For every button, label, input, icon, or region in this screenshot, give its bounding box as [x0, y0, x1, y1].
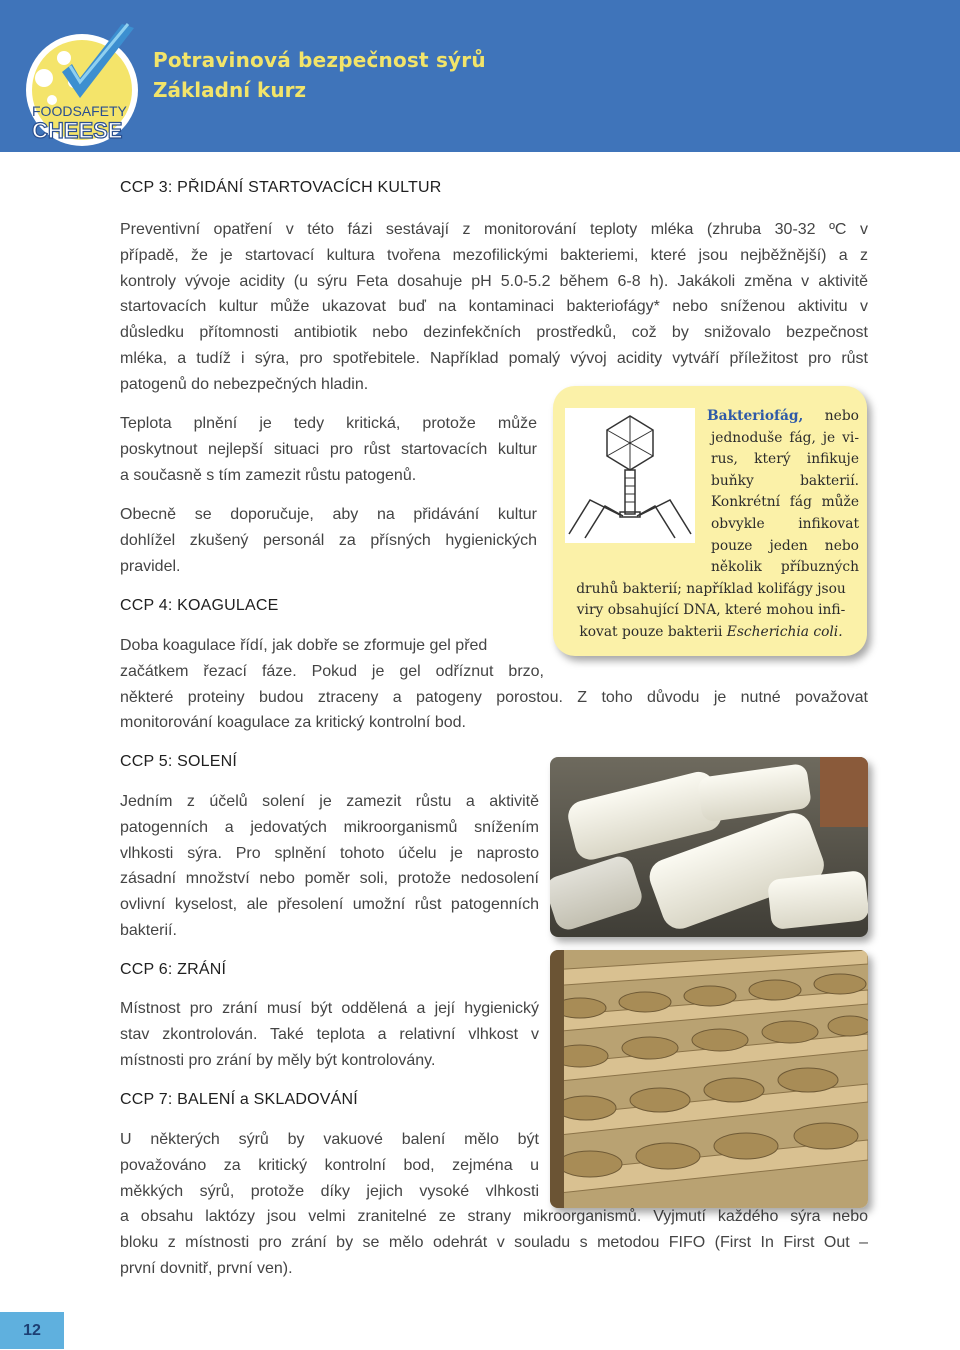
- ccp5-heading: CCP 5: SOLENÍ: [120, 753, 238, 770]
- text-line: monitorování koagulace za kritický kontrolní bod.: [120, 714, 466, 732]
- page-header: [0, 0, 960, 152]
- text-line: pravidel.: [120, 557, 181, 575]
- callout-line: nebo: [824, 408, 859, 424]
- text-line: ovlivní kyselost, ale přesolení umožní růst patogenních: [120, 896, 539, 914]
- text-line: důsledku přítomnosti antibiotik nebo dezinfekčních prostředků, což by snižovalo bezpečnost: [120, 324, 868, 342]
- foodsafety-cheese-logo: [22, 20, 142, 150]
- text-line: některé proteiny budou ztraceny a patogeny porostou. Z toho důvodu je nutné považovat: [120, 688, 868, 706]
- text-line: startovacích kultur může ukazovat buď na kontaminaci bakteriofágy* nebo sníženou aktivitu v: [120, 298, 868, 316]
- text-line: Jedním z účelů solení je zamezit růstu a aktivitě: [120, 793, 539, 810]
- logo-text-bottom: CHEESE: [32, 118, 123, 143]
- callout-term: Bakteriofág,: [707, 408, 804, 424]
- text-line: Obecně se doporučuje, aby na přidávání kultur: [120, 506, 537, 523]
- text-line: začátkem řezací fáze. Pokud je gel odříznut brzo,: [120, 662, 544, 680]
- text-line: vlhkosti sýra. Pro splnění tohoto účelu je naprosto: [120, 844, 539, 862]
- ripening-room-photo: [550, 950, 868, 1208]
- text-line: případě, že je startovací kultura tvořena mezofilickými bakteriemi, které jsou nejběžnější) a z: [120, 246, 868, 264]
- ripening-shelves-image: [550, 950, 868, 1208]
- callout-line: Konkrétní fág může: [711, 494, 859, 511]
- ccp5-paragraph-1: [120, 789, 539, 944]
- text-line: zásadní množství nebo poměr soli, protože nedosolení: [120, 870, 539, 888]
- text-line: a současně s tím zamezit růstu patogenů.: [120, 466, 417, 484]
- callout-line: několik příbuzných: [711, 559, 859, 576]
- callout-line: rus, který infikuje: [711, 451, 859, 468]
- text-line: mléka, a tudíž i sýra, pro spotřebitele. Například pomalý vývoj acidity vytváří příležitost pro růst: [120, 349, 868, 367]
- text-line: dohlížel zkušený personál za přísných hygienických: [120, 531, 537, 549]
- text-line: Doba koagulace řídí, jak dobře se zformuje gel před: [120, 637, 488, 654]
- header-title: Potravinová bezpečnost sýrů: [153, 48, 486, 72]
- callout-line: obvykle infikovat: [711, 515, 859, 532]
- text-line: kontroly vývoje acidity (u sýru Feta dosahuje pH 5.0-5.2 během 6-8 h). Jakákoli změna v aktivitě: [120, 272, 868, 290]
- callout-line: viry obsahující DNA, které mohou infi-: [576, 602, 846, 619]
- text-line: poskytnout nejlepší situaci pro růst startovacích kultur: [120, 440, 537, 458]
- text-line: U některých sýrů by vakuové balení mělo být: [120, 1131, 539, 1148]
- header-subtitle: Základní kurz: [153, 78, 307, 102]
- callout-line: jednoduše fág, je vi-: [711, 429, 859, 446]
- ccp3-paragraph-3: [120, 502, 537, 579]
- ccp7-heading: CCP 7: BALENÍ a SKLADOVÁNÍ: [120, 1091, 358, 1108]
- ccp4-paragraph-1: [120, 633, 868, 736]
- text-line: a obsahu laktózy jsou velmi zranitelné ze strany mikroorganismů. Vyjmutí každého sýra nebo: [120, 1208, 868, 1226]
- text-line: Preventivní opatření v této fázi sestávají z monitorování teploty mléka (zhruba 30-32 ºC v: [120, 221, 868, 238]
- text-line: Místnost pro zrání musí být oddělená a její hygienický: [120, 1000, 539, 1017]
- text-line: místnosti pro zrání by měly být kontrolovány.: [120, 1051, 436, 1069]
- text-line: bakterií.: [120, 921, 177, 939]
- text-line: patogenních a jedovatých mikroorganismů snížením: [120, 818, 539, 836]
- brine-salting-image: [550, 757, 868, 937]
- ccp6-paragraph-1: [120, 996, 539, 1073]
- callout-line: kovat pouze bakterii: [579, 623, 727, 640]
- text-line: stav zkontrolován. Také teplota a relativní vlhkost v: [120, 1025, 539, 1043]
- callout-text: [563, 406, 859, 644]
- text-line: patogenů do nebezpečných hladin.: [120, 375, 369, 393]
- ccp3-heading: CCP 3: PŘIDÁNÍ STARTOVACÍCH KULTUR: [120, 179, 442, 196]
- ccp6-heading: CCP 6: ZRÁNÍ: [120, 961, 227, 978]
- ccp3-paragraph-1: [120, 217, 868, 398]
- callout-line: pouze jeden nebo: [711, 537, 859, 554]
- bacteriophage-callout: [553, 386, 867, 656]
- logo-text-top: FOODSAFETY: [32, 103, 127, 119]
- callout-line: druhů bakterií; například kolifágy jsou: [576, 580, 846, 597]
- brine-salting-photo: [550, 757, 868, 937]
- text-line: považováno za kritický kontrolní bod, zejména u: [120, 1156, 539, 1174]
- callout-line: buňky bakterií.: [711, 472, 859, 489]
- page-number: 12: [0, 1312, 64, 1349]
- ccp4-heading: CCP 4: KOAGULACE: [120, 597, 279, 614]
- text-line: bloku z místnosti pro zrání by se mělo odehrát v souladu s metodou FIFO (First In First Out –: [120, 1234, 868, 1252]
- callout-species: Escherichia coli.: [726, 623, 843, 640]
- ccp3-paragraph-2: [120, 411, 537, 488]
- text-line: první dovnitř, první ven).: [120, 1259, 293, 1277]
- text-line: Teplota plnění je tedy kritická, protože může: [120, 415, 537, 432]
- text-line: měkkých sýrů, protože díky jejich vysoké vlhkosti: [120, 1182, 539, 1200]
